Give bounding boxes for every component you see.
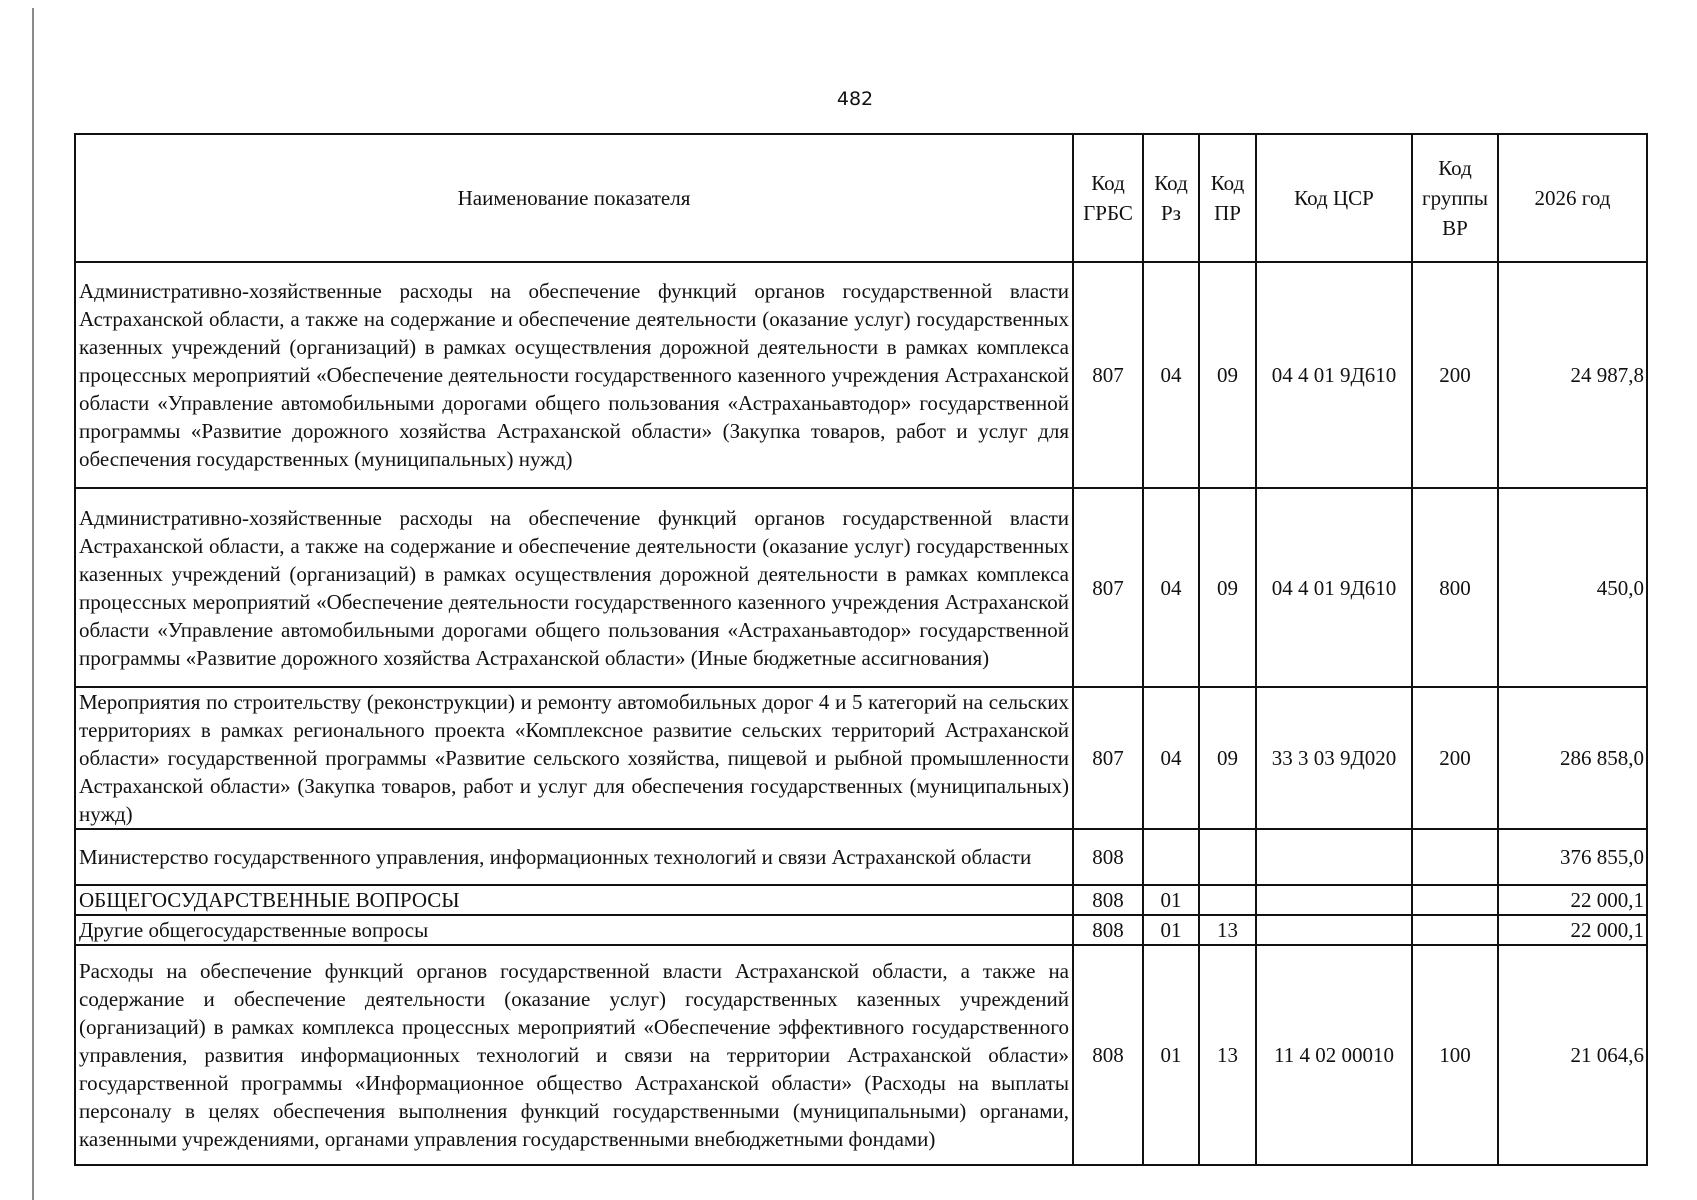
cell-name: ОБЩЕГОСУДАРСТВЕННЫЕ ВОПРОСЫ — [75, 885, 1073, 915]
cell-vr — [1412, 829, 1498, 885]
cell-csr: 04 4 01 9Д610 — [1256, 262, 1412, 488]
header-grbs: Код ГРБС — [1073, 134, 1143, 262]
cell-pr: 09 — [1199, 687, 1256, 829]
cell-amount: 450,0 — [1498, 488, 1647, 687]
cell-amount: 376 855,0 — [1498, 829, 1647, 885]
cell-rz — [1143, 829, 1199, 885]
cell-amount: 22 000,1 — [1498, 915, 1647, 945]
cell-amount: 22 000,1 — [1498, 885, 1647, 915]
cell-vr: 100 — [1412, 945, 1498, 1165]
cell-rz: 01 — [1143, 885, 1199, 915]
cell-name: Административно-хозяйственные расходы на обеспечение функций органов государственной власти Астраханской области, а также на содержание и обеспечение деятельности (оказание услуг) государственных казенных учреждений (организаций) в рамках осуществления дорожной деятельности в рамках комплекса процессных мероприятий «Обеспечение деятельности государственного казенного учреждения Астраханской области «Управление автомобильными дорогами общего пользования «Астраханьавтодор» государственной программы «Развитие дорожного хозяйства Астраханской области» (Иные бюджетные ассигнования) — [75, 488, 1073, 687]
cell-amount: 24 987,8 — [1498, 262, 1647, 488]
cell-rz: 01 — [1143, 945, 1199, 1165]
cell-csr — [1256, 885, 1412, 915]
cell-csr — [1256, 829, 1412, 885]
cell-vr: 800 — [1412, 488, 1498, 687]
cell-name: Другие общегосударственные вопросы — [75, 915, 1073, 945]
cell-grbs: 807 — [1073, 262, 1143, 488]
cell-pr — [1199, 829, 1256, 885]
cell-grbs: 807 — [1073, 488, 1143, 687]
cell-vr: 200 — [1412, 262, 1498, 488]
cell-csr: 33 3 03 9Д020 — [1256, 687, 1412, 829]
table-row — [75, 945, 1647, 1165]
cell-pr: 13 — [1199, 915, 1256, 945]
header-name: Наименование показателя — [75, 134, 1073, 262]
table-row — [75, 829, 1647, 885]
cell-amount: 21 064,6 — [1498, 945, 1647, 1165]
cell-vr: 200 — [1412, 687, 1498, 829]
cell-grbs: 808 — [1073, 945, 1143, 1165]
cell-grbs: 808 — [1073, 915, 1143, 945]
cell-pr: 13 — [1199, 945, 1256, 1165]
cell-name: Мероприятия по строительству (реконструкции) и ремонту автомобильных дорог 4 и 5 категорий на сельских территориях в рамках регионального проекта «Комплексное развитие сельских территорий Астраханской области» государственной программы «Развитие сельского хозяйства, пищевой и рыбной промышленности Астраханской области» (Закупка товаров, работ и услуг для обеспечения государственных (муниципальных) нужд) — [75, 687, 1073, 829]
cell-grbs: 808 — [1073, 829, 1143, 885]
table-row — [75, 687, 1647, 829]
cell-amount: 286 858,0 — [1498, 687, 1647, 829]
cell-rz: 01 — [1143, 915, 1199, 945]
header-rz: Код Рз — [1143, 134, 1199, 262]
cell-grbs: 808 — [1073, 885, 1143, 915]
table-row — [75, 262, 1647, 488]
cell-name: Расходы на обеспечение функций органов государственной власти Астраханской области, а также на содержание и обеспечение деятельности (оказание услуг) государственных казенных учреждений (организаций) в рамках комплекса процессных мероприятий «Обеспечение эффективного государственного управления, развития информационных технологий и связи на территории Астраханской области» государственной программы «Информационное общество Астраханской области» (Расходы на выплаты персоналу в целях обеспечения выполнения функций государственными (муниципальными) органами, казенными учреждениями, органами управления государственными внебюджетными фондами) — [75, 945, 1073, 1165]
cell-rz: 04 — [1143, 262, 1199, 488]
cell-csr — [1256, 915, 1412, 945]
cell-vr — [1412, 915, 1498, 945]
table-row — [75, 885, 1647, 915]
header-pr: Код ПР — [1199, 134, 1256, 262]
scan-edge-line — [32, 8, 34, 1200]
cell-pr: 09 — [1199, 262, 1256, 488]
cell-name: Административно-хозяйственные расходы на обеспечение функций органов государственной власти Астраханской области, а также на содержание и обеспечение деятельности (оказание услуг) государственных казенных учреждений (организаций) в рамках осуществления дорожной деятельности в рамках комплекса процессных мероприятий «Обеспечение деятельности государственного казенного учреждения Астраханской области «Управление автомобильными дорогами общего пользования «Астраханьавтодор» государственной программы «Развитие дорожного хозяйства Астраханской области» (Закупка товаров, работ и услуг для обеспечения государственных (муниципальных) нужд) — [75, 262, 1073, 488]
table-header-row — [75, 134, 1647, 262]
cell-pr: 09 — [1199, 488, 1256, 687]
cell-csr: 04 4 01 9Д610 — [1256, 488, 1412, 687]
header-year: 2026 год — [1498, 134, 1647, 262]
cell-rz: 04 — [1143, 687, 1199, 829]
cell-grbs: 807 — [1073, 687, 1143, 829]
header-vr: Код группы ВР — [1412, 134, 1498, 262]
page-number: 482 — [836, 88, 874, 110]
table-row — [75, 915, 1647, 945]
cell-name: Министерство государственного управления, информационных технологий и связи Астраханской области — [75, 829, 1073, 885]
cell-csr: 11 4 02 00010 — [1256, 945, 1412, 1165]
table-row — [75, 488, 1647, 687]
cell-pr — [1199, 885, 1256, 915]
cell-vr — [1412, 885, 1498, 915]
budget-table — [74, 133, 1648, 1166]
cell-rz: 04 — [1143, 488, 1199, 687]
header-csr: Код ЦСР — [1256, 134, 1412, 262]
